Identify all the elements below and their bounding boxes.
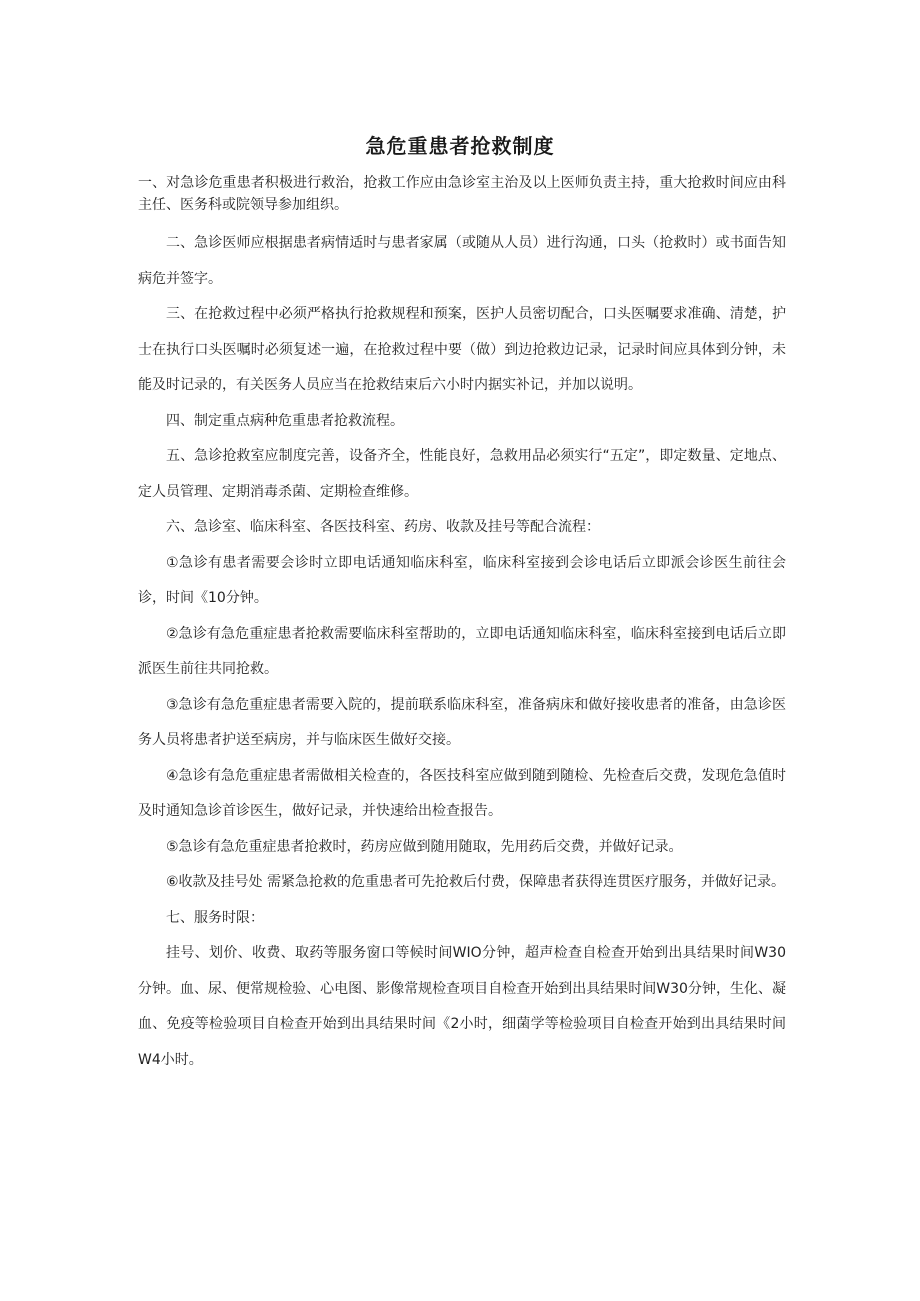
paragraph-13: 七、服务时限：	[166, 909, 264, 926]
paragraph-6: 六、急诊室、临床科室、各医技科室、药房、收款及挂号等配合流程：	[166, 519, 600, 535]
paragraph-10: ④急诊有急危重症患者需做相关检查的，各医技科室应做到随到随检、先检查后交费，发现危急值时及时通知急诊首诊医生，做好记录，并快速给出检查报告。	[138, 767, 786, 819]
document-title: 急危重患者抢救制度	[365, 134, 555, 158]
paragraph-7: ①急诊有患者需要会诊时立即电话通知临床科室，临床科室接到会诊电话后立即派会诊医生前往会诊，时间《10分钟。	[138, 554, 786, 606]
paragraph-1: 一、对急诊危重患者积极进行救治，抢救工作应由急诊室主治及以上医师负责主持，重大抢救时间应由科主任、医务科或院领导参加组织。	[138, 175, 786, 213]
paragraph-11: ⑤急诊有急危重症患者抢救时，药房应做到随用随取，先用药后交费，并做好记录。	[166, 838, 683, 855]
paragraph-9: ③急诊有急危重症患者需要入院的，提前联系临床科室，准备病床和做好接收患者的准备，由急诊医务人员将患者护送至病房，并与临床医生做好交接。	[138, 696, 786, 748]
paragraph-14: 挂号、划价、收费、取药等服务窗口等候时间WIO分钟，超声检查自检查开始到出具结果时间W30分钟。血、尿、便常规检验、心电图、影像常规检查项目自检查开始到出具结果时间W30分钟，生化、凝血、免疫等检验项目自检查开始到出具结果时间《2小时，细菌学等检验项目自检查开始到出具结果时间W4小时。	[138, 945, 786, 1068]
paragraph-8: ②急诊有急危重症患者抢救需要临床科室帮助的，立即电话通知临床科室，临床科室接到电话后立即派医生前往共同抢救。	[138, 625, 786, 677]
paragraph-2: 二、急诊医师应根据患者病情适时与患者家属（或随从人员）进行沟通，口头（抢救时）或书面告知病危并签字。	[138, 235, 786, 287]
paragraph-5: 五、急诊抢救室应制度完善，设备齐全，性能良好，急救用品必须实行“五定”，即定数量、定地点、定人员管理、定期消毒杀菌、定期检查维修。	[138, 448, 786, 500]
document-body	[138, 172, 786, 1078]
paragraph-3: 三、在抢救过程中必须严格执行抢救规程和预案，医护人员密切配合，口头医嘱要求准确、清楚，护士在执行口头医嘱时必须复述一遍，在抢救过程中要（做）到边抢救边记录，记录时间应具体到分钟，未能及时记录的，有关医务人员应当在抢救结束后六小时内据实补记，并加以说明。	[138, 306, 786, 393]
paragraph-4: 四、制定重点病种危重患者抢救流程。	[166, 412, 404, 429]
paragraph-12: ⑥收款及挂号处 需紧急抢救的危重患者可先抢救后付费，保障患者获得连贯医疗服务，并做好记录。	[166, 874, 785, 890]
